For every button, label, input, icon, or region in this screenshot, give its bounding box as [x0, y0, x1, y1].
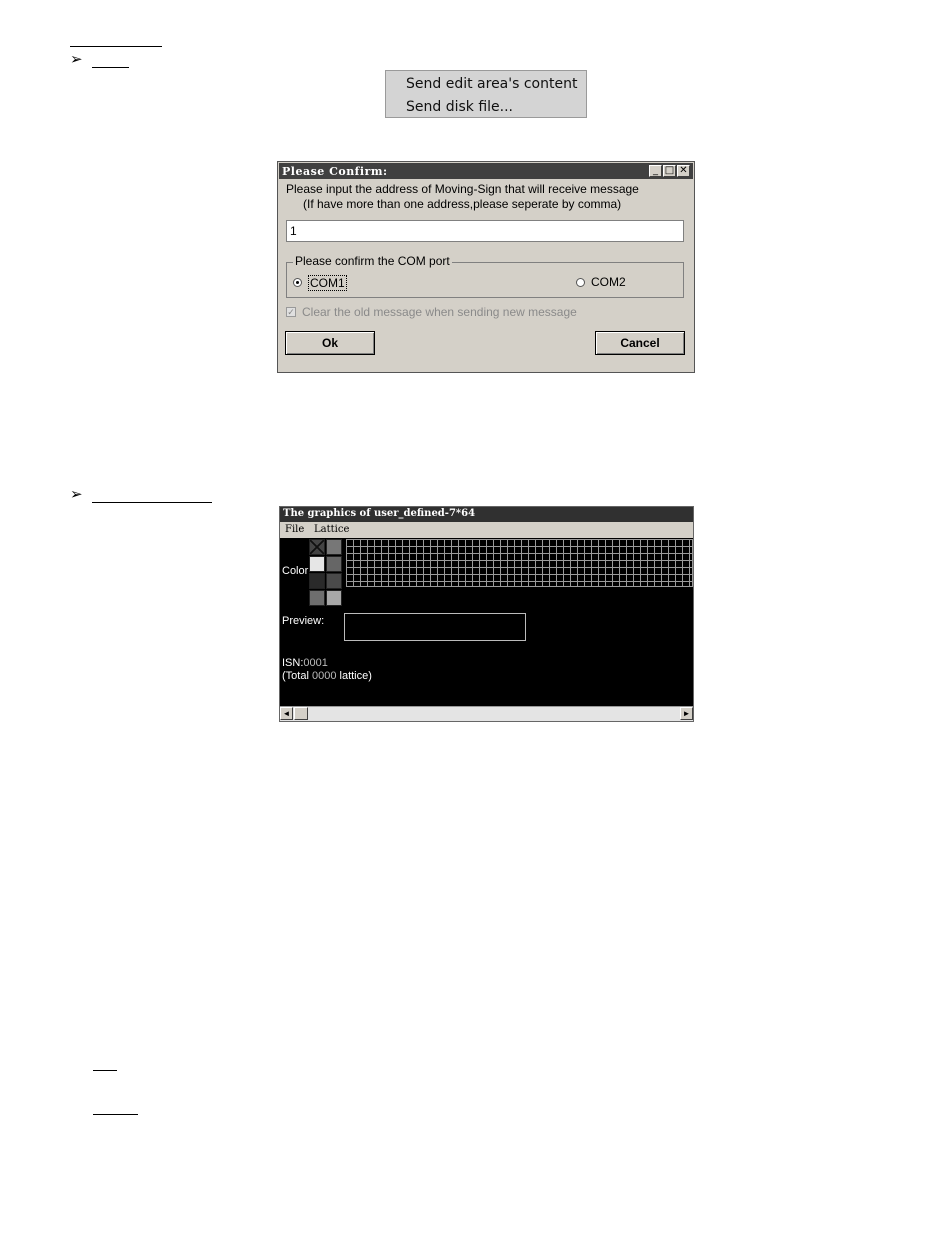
color-swatch[interactable]: [309, 573, 325, 589]
com2-label[interactable]: COM2: [591, 275, 626, 289]
confirm-dialog: [277, 161, 695, 373]
bullet-arrow-icon: ➢: [70, 50, 83, 68]
clear-old-message-label: Clear the old message when sending new message: [302, 305, 577, 319]
ok-button[interactable]: Ok: [285, 331, 375, 355]
total-value: 0000: [311, 670, 337, 682]
total-readout: [282, 670, 372, 682]
com2-radio[interactable]: [576, 278, 585, 287]
preview-label: Preview:: [282, 615, 325, 627]
color-swatch[interactable]: [309, 539, 325, 555]
color-label: Color: [282, 565, 309, 577]
menu-lattice[interactable]: Lattice: [314, 524, 350, 535]
minimize-icon[interactable]: _: [649, 165, 662, 177]
cancel-button[interactable]: Cancel: [595, 331, 685, 355]
scroll-left-icon[interactable]: ◄: [280, 707, 293, 720]
isn-label: ISN:: [282, 657, 304, 669]
isn-readout: [282, 657, 328, 669]
color-swatch[interactable]: [326, 556, 342, 572]
graphics-window: [279, 506, 694, 722]
graphics-title-bar[interactable]: [280, 507, 693, 522]
subheading-underline: [92, 67, 129, 68]
send-context-menu: [385, 70, 587, 118]
dialog-prompt-line1: Please input the address of Moving-Sign that will receive message: [286, 182, 639, 196]
footer-underline-short: [93, 1070, 117, 1071]
isn-value: 0001: [303, 657, 328, 669]
total-suffix: lattice): [336, 670, 372, 682]
com-port-group: [286, 254, 684, 298]
scroll-thumb[interactable]: [294, 707, 308, 720]
maximize-icon[interactable]: □: [664, 165, 675, 176]
color-swatch[interactable]: [326, 573, 342, 589]
menu-file[interactable]: File: [285, 524, 305, 535]
com1-label[interactable]: COM1: [310, 276, 345, 290]
heading-underline: [70, 46, 162, 47]
section-underline: [92, 502, 212, 503]
color-swatch[interactable]: [309, 590, 325, 606]
color-swatch[interactable]: [326, 539, 342, 555]
graphics-window-title: The graphics of user_defined-7*64: [283, 508, 476, 519]
horizontal-scrollbar[interactable]: [280, 706, 693, 721]
total-prefix: (Total: [282, 670, 312, 682]
clear-old-message-checkbox[interactable]: ✓: [287, 307, 295, 317]
dialog-title: Please Confirm:: [282, 165, 388, 178]
dialog-title-bar[interactable]: [279, 163, 693, 179]
menu-item-send-disk-file[interactable]: Send disk file...: [406, 99, 514, 115]
color-palette: [309, 539, 344, 607]
bullet-arrow-icon: ➢: [70, 485, 83, 503]
color-swatch[interactable]: [326, 590, 342, 606]
color-swatch[interactable]: [309, 556, 325, 572]
com1-radio[interactable]: [293, 278, 302, 287]
dialog-prompt-line2: (If have more than one address,please seperate by comma): [303, 197, 622, 211]
scroll-right-icon[interactable]: ►: [680, 707, 693, 720]
com-port-group-label: Please confirm the COM port: [295, 254, 450, 268]
address-input[interactable]: 1: [286, 220, 684, 242]
preview-box: [344, 613, 526, 641]
menu-item-send-edit-area[interactable]: Send edit area's content: [406, 76, 578, 92]
footer-underline-long: [93, 1114, 138, 1115]
lattice-grid[interactable]: [346, 539, 693, 587]
close-icon[interactable]: ✕: [677, 165, 690, 177]
graphics-menu-bar: [280, 522, 693, 538]
